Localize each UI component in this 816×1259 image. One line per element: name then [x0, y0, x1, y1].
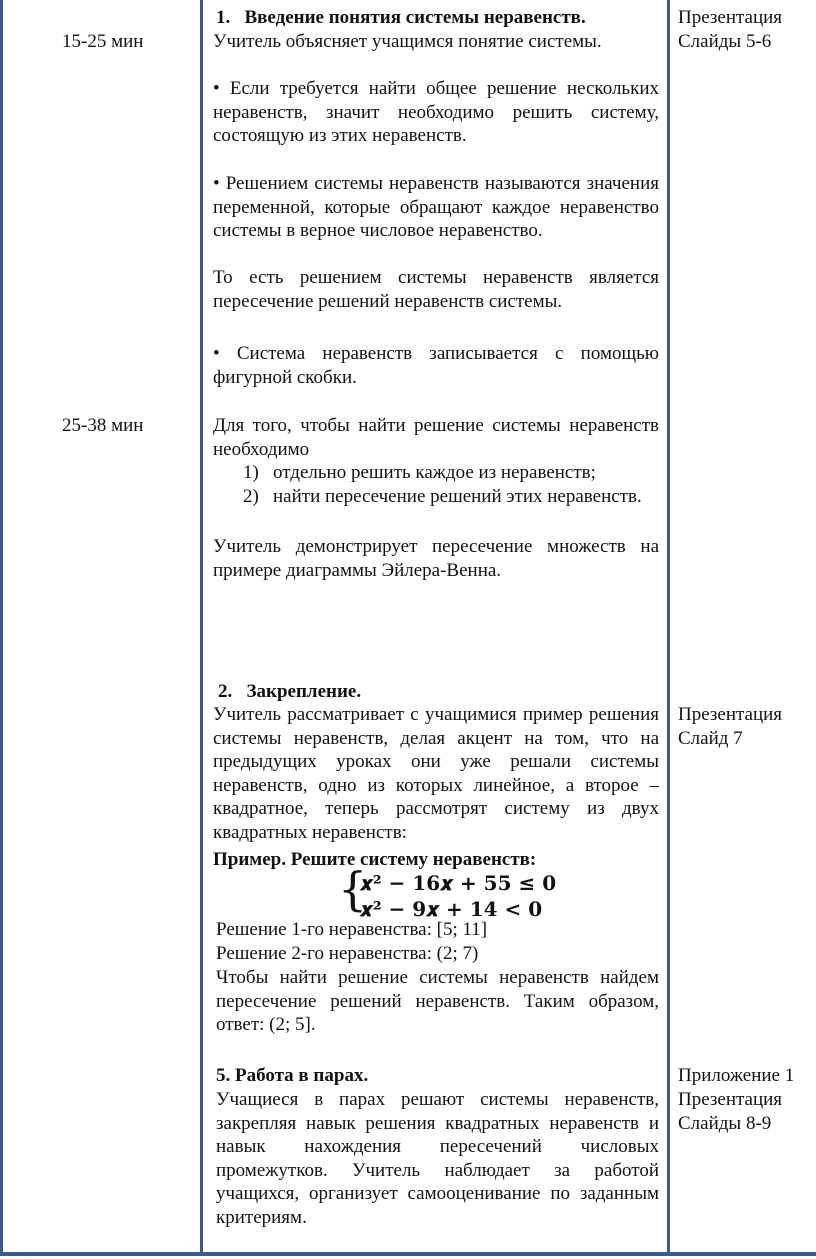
resource-2-line-2: Слайд 7 — [678, 728, 743, 749]
section-1-title: Введение понятия системы неравенств. — [244, 7, 586, 28]
inequality-2: 𝒙² − 𝟗𝒙 + 𝟏𝟒 < 𝟎 — [360, 897, 543, 921]
solution-2: Решение 2-го неравенства: (2; 7) — [216, 943, 479, 964]
section-1-number: 1. — [216, 7, 231, 28]
step-number-1: 1) — [243, 462, 259, 483]
section-1-heading — [216, 6, 586, 30]
section-2-title: Закрепление. — [246, 681, 362, 702]
table-border-bottom — [0, 1252, 816, 1256]
table-border-left — [0, 0, 3, 1252]
section-5-text: Учащиеся в парах решают системы неравенств, закрепляя навык решения квадратных неравенств и навык нахождения пересечений числовых промежутков. Учитель наблюдает за работой учащихся, организует самооценивание по заданным критериям. — [216, 1089, 659, 1228]
inequality-1: 𝒙² − 𝟏𝟔𝒙 + 𝟓𝟓 ≤ 𝟎 — [360, 871, 557, 895]
solution-steps-intro: Для того, чтобы найти решение системы неравенств необходимо — [213, 415, 659, 460]
solution-1: Решение 1-го неравенства: [5; 11] — [216, 919, 488, 940]
answer-conclusion: Чтобы найти решение системы неравенств найдем пересечение решений неравенств. Таким образом, ответ: (2; 5]. — [216, 967, 659, 1035]
example-title: Пример. Решите систему неравенств: — [213, 849, 537, 870]
column-divider-2 — [667, 0, 670, 1252]
definition-bullet-1: • Если требуется найти общее решение нескольких неравенств, значит необходимо решить систему, состоящую из этих неравенств. — [213, 78, 659, 146]
definition-bullet-2-continued: То есть решением системы неравенств является пересечение решений неравенств системы. — [213, 267, 659, 312]
section-1-intro: Учитель объясняет учащимся понятие системы. — [213, 31, 602, 52]
section-2-number: 2. — [218, 681, 233, 702]
section-2-heading — [218, 680, 361, 704]
definition-bullet-3: • Система неравенств записывается с помощью фигурной скобки. — [213, 343, 659, 388]
resource-3-line-3: Слайды 8-9 — [678, 1113, 772, 1134]
resource-3-line-1: Приложение 1 — [678, 1065, 795, 1086]
time-slot-1: 15-25 мин — [62, 31, 144, 52]
venn-demo-note: Учитель демонстрирует пересечение множеств на примере диаграммы Эйлера-Венна. — [213, 536, 659, 581]
time-slot-2: 25-38 мин — [62, 415, 144, 436]
step-text-2: найти пересечение решений этих неравенств. — [273, 486, 642, 507]
step-text-1: отдельно решить каждое из неравенств; — [273, 462, 596, 483]
resource-2-line-1: Презентация — [678, 704, 783, 725]
resource-1-line-2: Слайды 5-6 — [678, 31, 772, 52]
resource-3-line-2: Презентация — [678, 1089, 783, 1110]
system-brace: { — [338, 862, 368, 916]
definition-bullet-2: • Решением системы неравенств называются значения переменной, которые обращают каждое неравенство системы в верное числовое неравенство. — [213, 173, 659, 241]
step-number-2: 2) — [243, 486, 259, 507]
section-2-text: Учитель рассматривает с учащимися пример решения системы неравенств, делая акцент на том, что на предыдущих уроках они уже решали системы неравенств, одно из которых линейное, а второе – квадратное, теперь рассмотрят систему из двух квадратных неравенств: — [213, 704, 659, 843]
resource-1-line-1: Презентация — [678, 7, 783, 28]
section-5-heading: 5. Работа в парах. — [216, 1065, 369, 1086]
column-divider-1 — [200, 0, 203, 1252]
